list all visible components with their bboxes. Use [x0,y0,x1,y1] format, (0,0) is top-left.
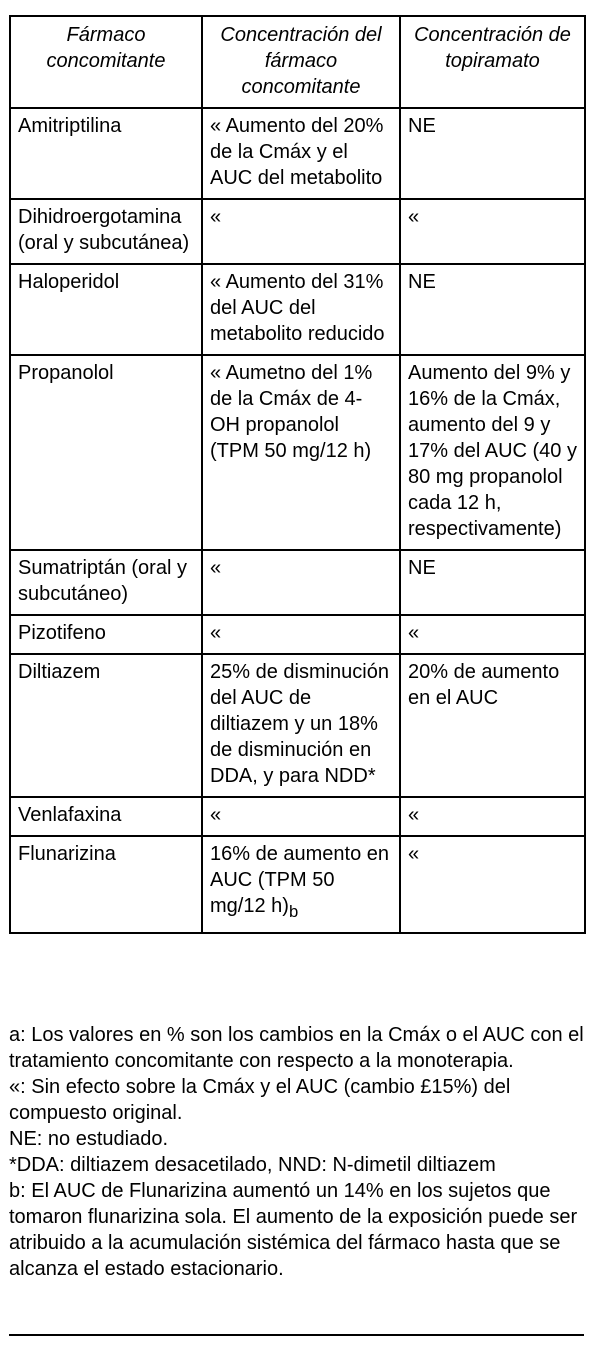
cell-topiramate-concentration: 20% de aumento en el AUC [400,654,585,797]
cell-topiramate-concentration: « [400,836,585,933]
footnote-b: b: El AUC de Flunarizina aumentó un 14% en los sujetos que tomaron flunarizina sola. El aumento de la exposición puede ser atribuido a la acumulación sistémica del fármaco hasta que se alcanza el estado estacionario. [9,1180,578,1280]
table-row [10,836,585,933]
table-row [10,615,585,654]
table-row [10,264,585,355]
table-footnotes [9,1022,587,1282]
header-topiramate-concentration: Concentración de topiramato [400,16,585,108]
cell-topiramate-concentration: NE [400,264,585,355]
cell-drug: Dihidroergotamina (oral y subcutánea) [10,199,202,264]
interaction-table [9,15,586,934]
cell-drug: Sumatriptán (oral y subcutáneo) [10,550,202,615]
cell-drug: Pizotifeno [10,615,202,654]
cell-drug-concentration-text: 16% de aumento en AUC (TPM 50 mg/12 h) [210,843,390,917]
table-row [10,654,585,797]
footnote-no-effect: «: Sin efecto sobre la Cmáx y el AUC (cambio £15%) del compuesto original. [9,1076,511,1124]
cell-topiramate-concentration: NE [400,550,585,615]
cell-drug: Amitriptilina [10,108,202,199]
cell-drug-concentration: « [202,550,400,615]
table-header-row [10,16,585,108]
header-concomitant-concentration: Concentración del fármaco concomitante [202,16,400,108]
footnote-dda-ndd: *DDA: diltiazem desacetilado, NND: N-dimetil diltiazem [9,1154,496,1176]
cell-topiramate-concentration: « [400,615,585,654]
cell-drug: Haloperidol [10,264,202,355]
cell-drug-concentration [202,836,400,933]
footnote-a: a: Los valores en % son los cambios en la Cmáx o el AUC con el tratamiento concomitante con respecto a la monoterapia. [9,1024,584,1072]
table-row [10,199,585,264]
cell-drug-concentration: « Aumento del 31% del AUC del metabolito reducido [202,264,400,355]
cell-topiramate-concentration: « [400,199,585,264]
cell-drug-concentration: « Aumento del 20% de la Cmáx y el AUC del metabolito [202,108,400,199]
cell-topiramate-concentration: NE [400,108,585,199]
cell-drug: Diltiazem [10,654,202,797]
footnote-marker-b: b [288,902,299,921]
cell-drug-concentration: « [202,199,400,264]
cell-drug-concentration: « [202,615,400,654]
table-row [10,550,585,615]
header-concomitant-drug: Fármaco concomitante [10,16,202,108]
table-row [10,108,585,199]
cell-drug: Propanolol [10,355,202,550]
cell-topiramate-concentration: Aumento del 9% y 16% de la Cmáx, aumento del 9 y 17% del AUC (40 y 80 mg propanolol cada 12 h, respectivamente) [400,355,585,550]
cell-drug: Venlafaxina [10,797,202,836]
cell-drug: Flunarizina [10,836,202,933]
footnote-ne: NE: no estudiado. [9,1128,168,1150]
cell-drug-concentration: 25% de disminución del AUC de diltiazem y un 18% de disminución en DDA, y para NDD* [202,654,400,797]
cell-topiramate-concentration: « [400,797,585,836]
table-row [10,355,585,550]
cell-drug-concentration: « Aumetno del 1% de la Cmáx de 4-OH propanolol (TPM 50 mg/12 h) [202,355,400,550]
bottom-divider [9,1334,584,1336]
cell-drug-concentration: « [202,797,400,836]
table-row [10,797,585,836]
